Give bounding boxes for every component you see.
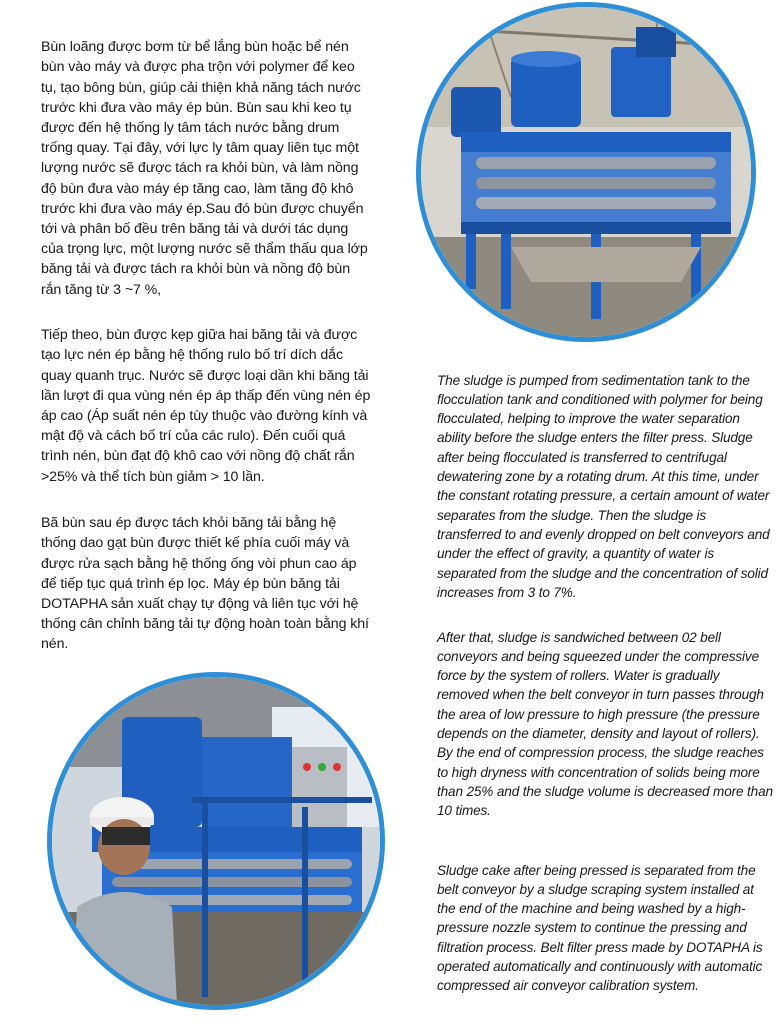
english-paragraph-3: Sludge cake after being pressed is separated from the belt conveyor by a sludge scraping system installed at the end of the machine and being washed by a high-pressure nozzle system to continue the pressing and filtration process. Belt filter press made by DOTAPHA is operated automatically and continuously with automatic compressed air conveyor calibration system. <box>437 862 763 994</box>
vietnamese-paragraph-2: Tiếp theo, bùn được kẹp giữa hai băng tải và được tạo lực nén ép bằng hệ thống rulo bố trí dích dắc quay quanh trục. Nước sẽ được loại dần khi băng tải lần lượt đi qua vùng nén ép áp thấp đến vùng nén ép áp cao (Áp suất nén ép tùy thuộc vào đường kính và mật độ và cách bố trí của các rulo). Đến cuối quá trình nén, bùn đạt độ khô cao với nồng độ chất rắn >25% và thể tích bùn giảm > 10 lần. <box>41 327 371 485</box>
vietnamese-paragraph-3: Bã bùn sau ép được tách khỏi băng tải bằng hệ thống dao gạt bùn được thiết kế phía cuối máy và được rửa sạch bằng hệ thống ống vòi phun cao áp để tiếp tục quá trình ép lọc. Máy ép bùn băng tải DOTAPHA sản xuất chạy tự động và liên tục với hệ thống cân chỉnh băng tải tự động hoàn toàn bằng khí nén. <box>41 515 369 653</box>
english-paragraph-2: After that, sludge is sandwiched between 02 bell conveyors and being squeezed under the compressive force by the system of rollers. Water is gradually removed when the belt conveyor in turn passes through the area of low pressure to high pressure (the pressure depends on the diameter, density and layout of rollers). By the end of compression process, the sludge reaches to high dryness with concentration of solids being more than 25% and the sludge volume is decreased more than 10 times. <box>437 629 773 819</box>
vietnamese-paragraph-1: Bùn loãng được bơm từ bể lắng bùn hoặc bể nén bùn vào máy và được pha trộn với polymer để keo tụ, tạo bông bùn, giúp cải thiện khả năng tách nước trước khi đưa vào máy ép bùn. Bùn sau khi keo tụ được đến hệ thống ly tâm tách nước bằng drum trống quay. Tại đây, với lực ly tâm quay liên tục một lượng nước sẽ được tách ra khỏi bùn, và làm nồng độ bùn đưa vào máy ép tăng cao, làm tăng độ khô trước khi đưa vào máy ép.Sau đó bùn được chuyển tới và phân bố đều trên băng tải và dưới tác dụng của trọng lực, một lượng nước sẽ thẩm thấu qua lớp băng tải và được tách ra khỏi bùn và nồng độ bùn rắn tăng từ 3 ~7 %, <box>41 39 368 298</box>
english-paragraph-1: The sludge is pumped from sedimentation tank to the flocculation tank and conditioned with polymer for being flocculated, helping to improve the water separation ability before the sludge enters the filter press. Sludge after being flocculated is transferred to centrifugal dewatering zone by a rotating drum. At this time, under the constant rotating pressure, a certain amount of water separates from the sludge. Then the sludge is transferred to and evenly dropped on belt conveyors and under the effect of gravity, a quantity of water is separated from the sludge and the concentration of solid increases from 3 to 7%. <box>437 372 770 600</box>
belt-press-photo-top <box>416 2 756 342</box>
worker-machine-photo-bottom <box>47 672 385 1010</box>
